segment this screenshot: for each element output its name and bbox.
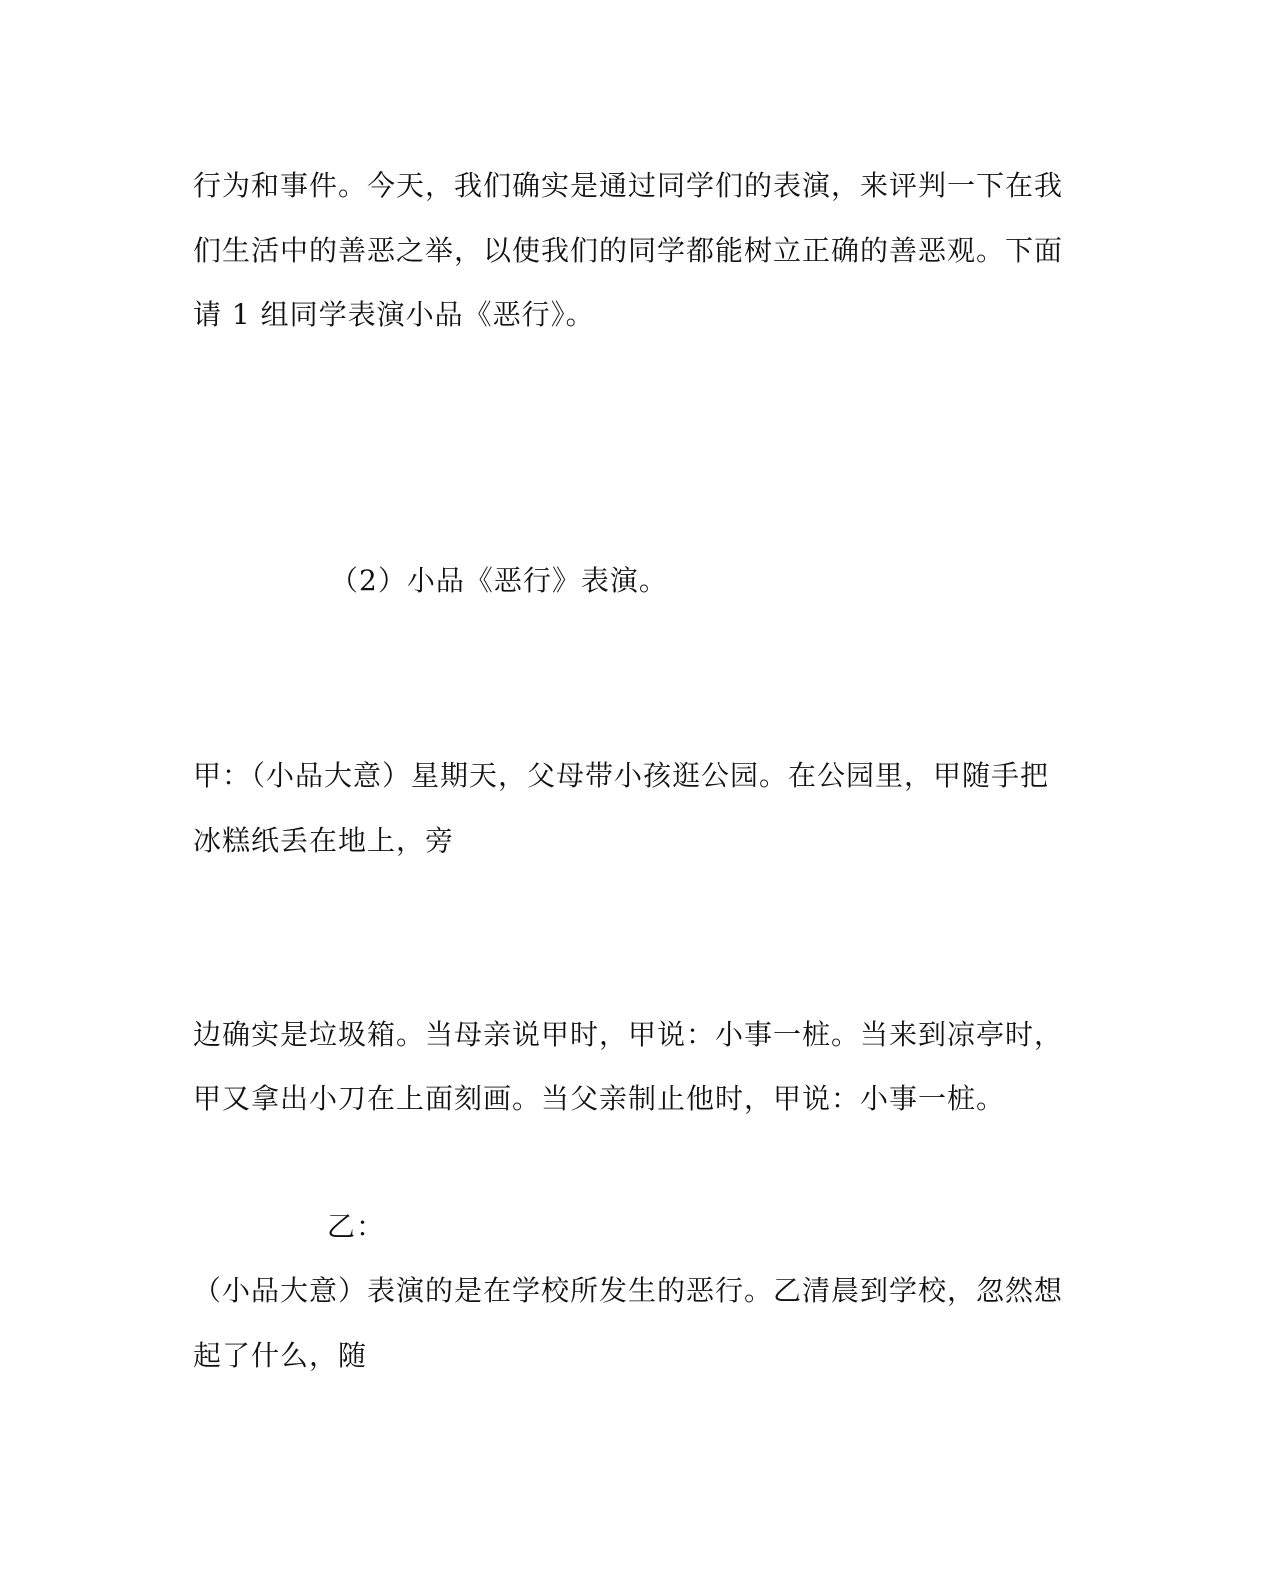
paragraph-line: 甲：（小品大意）星期天，父母带小孩逛公园。在公园里，甲随手把: [193, 759, 1050, 792]
paragraph-line: （小品大意）表演的是在学校所发生的恶行。乙清晨到学校，忽然想: [193, 1274, 1064, 1307]
speaker-label: 乙：: [327, 1210, 386, 1243]
paragraph-line: 请 1 组同学表演小品《恶行》。: [193, 298, 595, 331]
section-heading: （2）小品《恶行》表演。: [330, 564, 668, 597]
paragraph-line: 行为和事件。今天，我们确实是通过同学们的表演，来评判一下在我: [193, 169, 1064, 202]
paragraph-line: 边确实是垃圾箱。当母亲说甲时，甲说：小事一桩。当来到凉亭时，: [193, 1018, 1064, 1051]
paragraph-line: 冰糕纸丢在地上，旁: [193, 824, 455, 857]
paragraph-line: 们生活中的善恶之举，以使我们的同学都能树立正确的善恶观。下面: [193, 234, 1064, 267]
paragraph-line: 甲又拿出小刀在上面刻画。当父亲制止他时，甲说：小事一桩。: [193, 1082, 1006, 1115]
paragraph-line: 起了什么，随: [193, 1339, 368, 1372]
